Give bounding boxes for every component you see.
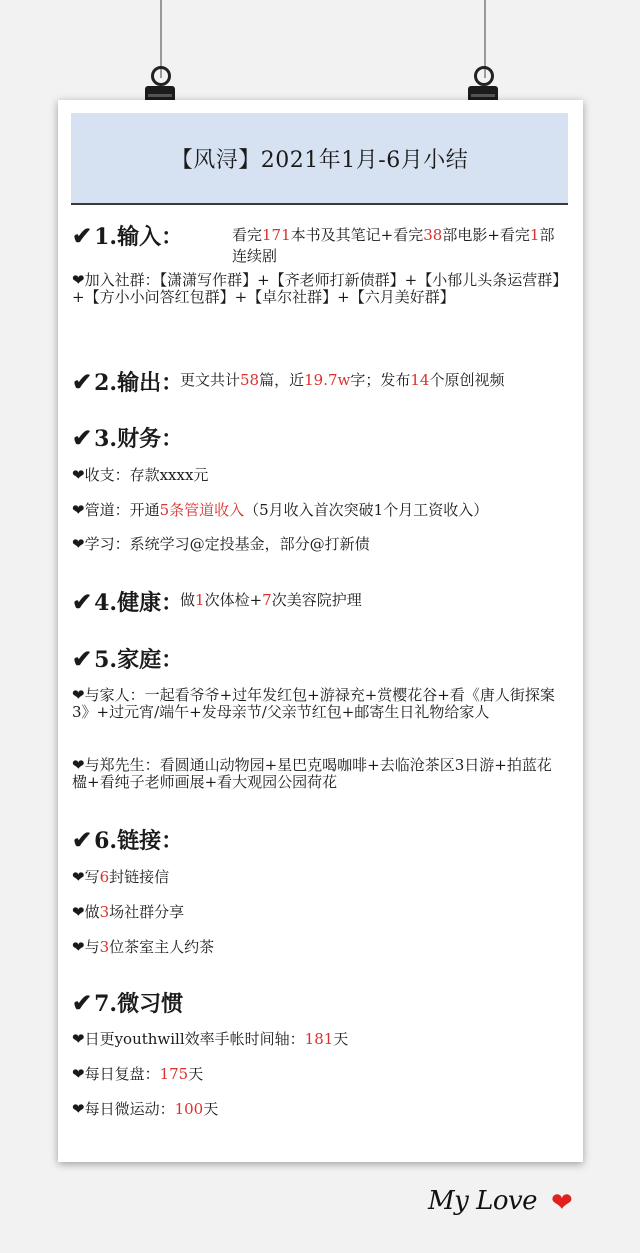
text-run: 个原创视频 xyxy=(429,371,505,389)
text-run: ❤管道：开通 xyxy=(72,501,160,519)
text-run: ❤与家人：一起看爷爷+过年发红包+游禄充+赏樱花谷+看《唐人街探案3》+过元宵/端午+发母亲节/父亲节红包+邮寄生日礼物给家人 xyxy=(72,686,555,721)
highlight-number: 1 xyxy=(529,226,540,244)
highlight-number: 1 xyxy=(195,591,205,609)
text-run: ❤学习：系统学习@定投基金，部分@打新债 xyxy=(72,535,370,553)
section-output xyxy=(72,366,564,397)
text-run: 次美容院护理 xyxy=(271,591,362,609)
text-run: 看完 xyxy=(232,226,263,244)
section-line xyxy=(180,371,560,389)
text-run: ❤与 xyxy=(72,938,100,956)
section-heading: 5.家庭： xyxy=(94,647,184,673)
text-run: ❤做 xyxy=(72,903,100,921)
highlight-number: 6 xyxy=(99,868,110,886)
summary-card xyxy=(58,100,583,1162)
list-item xyxy=(72,757,560,791)
text-run: ❤日更youthwill效率手帐时间轴： xyxy=(72,1030,305,1048)
section-paragraph: ❤加入社群：【潇潇写作群】+【齐老师打新债群】+【小郁儿头条运营群】+【方小小问答红包群】+【卓尔社群】+【六月美好群】 xyxy=(72,271,560,306)
page-title: 【风浔】2021年1月-6月小结 xyxy=(170,147,469,173)
list-item xyxy=(72,868,560,886)
check-icon: ✔ xyxy=(72,221,93,250)
highlight-number: 19.7w xyxy=(304,371,351,389)
list-item xyxy=(72,535,560,553)
section-links xyxy=(72,824,564,956)
highlight-number: 3 xyxy=(99,903,110,921)
text-run: ❤写 xyxy=(72,868,100,886)
text-run: 更文共计 xyxy=(180,371,241,389)
highlight-number: 38 xyxy=(423,226,443,244)
section-heading: 3.财务： xyxy=(94,426,184,452)
section-line xyxy=(232,225,562,267)
section-input xyxy=(72,220,564,306)
highlight-number: 14 xyxy=(410,371,430,389)
text-run: 本书及其笔记+看完 xyxy=(290,226,424,244)
highlight-number: 3 xyxy=(99,938,110,956)
title-box xyxy=(71,113,568,205)
highlight-number: 181 xyxy=(304,1030,334,1048)
section-habits xyxy=(72,987,564,1118)
check-icon: ✔ xyxy=(72,988,93,1017)
list-item xyxy=(72,1030,560,1048)
highlight-number: 171 xyxy=(262,226,291,244)
list-item xyxy=(72,466,560,484)
text-run: 部电影+看完 xyxy=(442,226,530,244)
highlight-number: 7 xyxy=(262,591,272,609)
highlight-number: 175 xyxy=(159,1065,189,1083)
check-icon: ✔ xyxy=(72,587,93,616)
text-run: 篇，近 xyxy=(259,371,305,389)
text-run: 部连续剧 xyxy=(232,226,555,265)
text-run: 做 xyxy=(180,591,196,609)
highlight-number: 5条管道收入 xyxy=(159,501,245,519)
list-item xyxy=(72,1100,560,1118)
section-heading: 4.健康： xyxy=(94,590,184,616)
section-health xyxy=(72,586,564,617)
list-item xyxy=(72,1065,560,1083)
list-item xyxy=(72,687,560,721)
text-run: 位茶室主人约茶 xyxy=(109,938,215,956)
list-item xyxy=(72,903,560,921)
section-heading: 2.输出： xyxy=(94,370,184,396)
text-run: ❤每日复盘： xyxy=(72,1065,160,1083)
section-line xyxy=(180,591,560,609)
text-run: 天 xyxy=(188,1065,204,1083)
heart-icon: ❤ xyxy=(551,1188,573,1218)
section-heading: 1.输入： xyxy=(94,224,184,250)
section-heading: 7.微习惯 xyxy=(94,991,184,1017)
check-icon: ✔ xyxy=(72,423,93,452)
signature: My Love xyxy=(428,1186,538,1216)
text-run: 封链接信 xyxy=(109,868,170,886)
section-heading: 6.链接： xyxy=(94,828,184,854)
text-run: 次体检+ xyxy=(204,591,263,609)
list-item xyxy=(72,938,560,956)
check-icon: ✔ xyxy=(72,644,93,673)
highlight-number: 58 xyxy=(240,371,260,389)
highlight-number: 100 xyxy=(174,1100,204,1118)
check-icon: ✔ xyxy=(72,825,93,854)
text-run: 字；发布 xyxy=(350,371,411,389)
text-run: 天 xyxy=(333,1030,349,1048)
text-run: ❤每日微运动： xyxy=(72,1100,175,1118)
text-run: （5月收入首次突破1个月工资收入） xyxy=(244,501,489,519)
list-item xyxy=(72,501,560,519)
section-finance xyxy=(72,422,564,553)
section-family xyxy=(72,643,564,791)
text-run: 天 xyxy=(203,1100,219,1118)
text-run: ❤与郑先生：看圆通山动物园+星巴克喝咖啡+去临沧茶区3日游+拍蓝花楹+看纯子老师画展+看大观园公园荷花 xyxy=(72,756,552,791)
check-icon: ✔ xyxy=(72,367,93,396)
text-run: 场社群分享 xyxy=(109,903,185,921)
text-run: ❤收支：存款xxxx元 xyxy=(72,466,209,484)
